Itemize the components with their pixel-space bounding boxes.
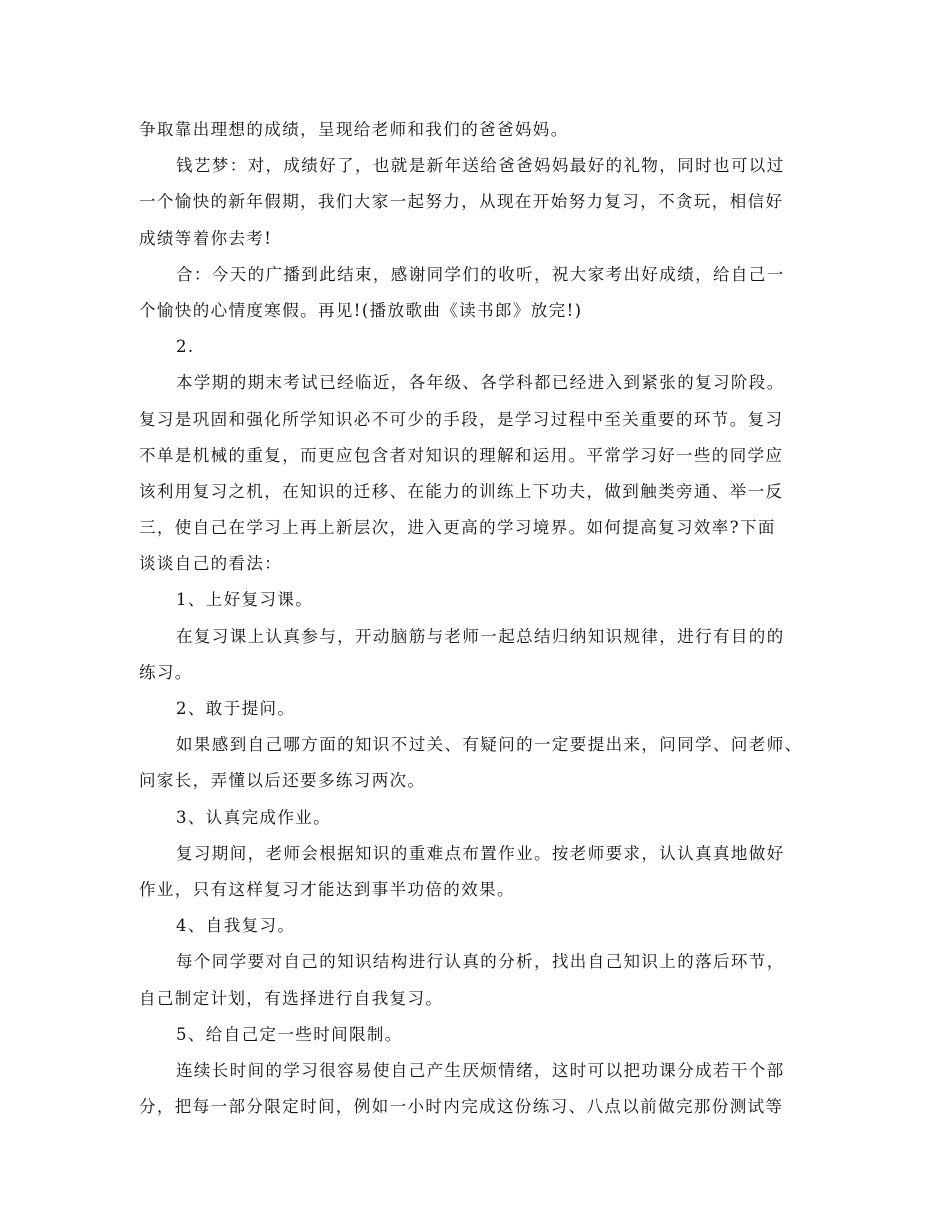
text-line: 三，使自己在学习上再上新层次，进入更高的学习境界。如何提高复习效率?下面 <box>139 518 776 538</box>
text-line: 成绩等着你去考! <box>139 228 273 248</box>
text-line: 3、认真完成作业。 <box>176 807 332 827</box>
text-line: 4、自我复习。 <box>176 916 296 936</box>
text-line: 作业，只有这样复习才能达到事半功倍的效果。 <box>139 879 515 899</box>
text-line: 自己制定计划，有选择进行自我复习。 <box>139 988 444 1008</box>
text-line: 问家长，弄懂以后还要多练习两次。 <box>139 771 426 791</box>
text-line: 钱艺梦：对，成绩好了，也就是新年送给爸爸妈妈最好的礼物，同时也可以过 <box>176 156 785 176</box>
text-line: 分，把每一部分限定时间，例如一小时内完成这份练习、八点以前做完那份测试等 <box>139 1097 784 1117</box>
text-line: 不单是机械的重复，而更应包含者对知识的理解和运用。平常学习好一些的同学应 <box>139 445 784 465</box>
text-line: 争取靠出理想的成绩，呈现给老师和我们的爸爸妈妈。 <box>139 120 569 139</box>
text-line: 一个愉快的新年假期，我们大家一起努力，从现在开始努力复习，不贪玩，相信好 <box>139 192 784 212</box>
text-line: 复习是巩固和强化所学知识必不可少的手段，是学习过程中至关重要的环节。复习 <box>139 409 784 429</box>
text-line: 如果感到自己哪方面的知识不过关、有疑问的一定要提出来，问同学、问老师、 <box>176 735 803 755</box>
text-line: 该利用复习之机，在知识的迁移、在能力的训练上下功夫，做到触类旁通、举一反 <box>139 481 784 501</box>
text-line: 每个同学要对自己的知识结构进行认真的分析，找出自己知识上的落后环节， <box>176 952 785 972</box>
document-body <box>139 112 821 1125</box>
text-line: 个愉快的心情度寒假。再见!(播放歌曲《读书郎》放完!) <box>139 300 583 320</box>
text-line: 合：今天的广播到此结束，感谢同学们的收听，祝大家考出好成绩，给自己一 <box>176 264 785 284</box>
text-line: 5、给自己定一些时间限制。 <box>176 1024 403 1044</box>
text-line: 本学期的期末考试已经临近，各年级、各学科都已经进入到紧张的复习阶段。 <box>176 373 785 393</box>
text-line: 连续长时间的学习很容易使自己产生厌烦情绪，这时可以把功课分成若干个部 <box>176 1060 785 1080</box>
text-line: 在复习课上认真参与，开动脑筋与老师一起总结归纳知识规律，进行有目的的 <box>176 626 785 646</box>
text-line: 2. <box>176 337 195 357</box>
text-line: 练习。 <box>139 662 193 682</box>
text-line: 谈谈自己的看法： <box>139 554 283 574</box>
text-line: 1、上好复习课。 <box>176 590 314 610</box>
text-line: 复习期间，老师会根据知识的重难点布置作业。按老师要求，认认真真地做好 <box>176 843 785 863</box>
text-line: 2、敢于提问。 <box>176 699 296 718</box>
